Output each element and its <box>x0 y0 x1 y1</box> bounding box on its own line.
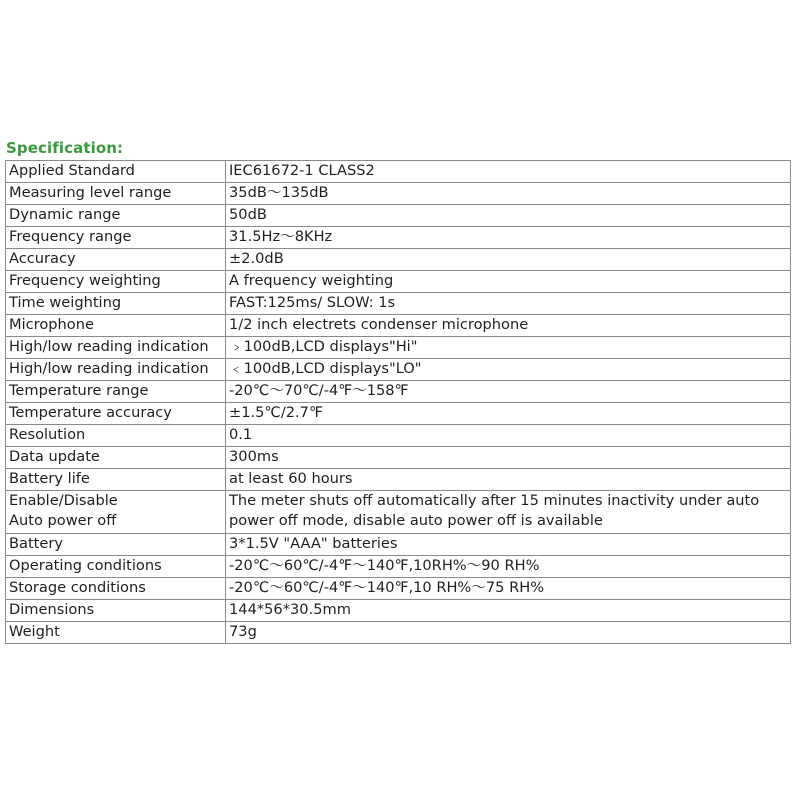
value-cell: 31.5Hz～8KHz <box>226 227 791 249</box>
param-cell: Time weighting <box>6 293 226 315</box>
param-cell: Battery life <box>6 469 226 491</box>
value-cell: ﹤100dB,LCD displays"LO" <box>226 359 791 381</box>
value-cell: 1/2 inch electrets condenser microphone <box>226 315 791 337</box>
value-cell: -20℃～60℃/-4℉～140℉,10RH%～90 RH% <box>226 556 791 578</box>
value-cell: -20℃～60℃/-4℉～140℉,10 RH%～75 RH% <box>226 578 791 600</box>
param-cell: Data update <box>6 447 226 469</box>
value-cell: FAST:125ms/ SLOW: 1s <box>226 293 791 315</box>
param-cell: Operating conditions <box>6 556 226 578</box>
table-row <box>6 447 791 469</box>
table-row <box>6 578 791 600</box>
param-cell: Microphone <box>6 315 226 337</box>
table-row <box>6 183 791 205</box>
param-cell: Storage conditions <box>6 578 226 600</box>
table-row <box>6 469 791 491</box>
table-row <box>6 161 791 183</box>
value-cell: 300ms <box>226 447 791 469</box>
table-row <box>6 534 791 556</box>
value-cell: 0.1 <box>226 425 791 447</box>
param-cell <box>6 491 226 534</box>
table-row <box>6 337 791 359</box>
param-cell: Applied Standard <box>6 161 226 183</box>
specification-table <box>5 160 791 644</box>
param-cell: Resolution <box>6 425 226 447</box>
param-cell: Measuring level range <box>6 183 226 205</box>
value-cell: 144*56*30.5mm <box>226 600 791 622</box>
table-row <box>6 403 791 425</box>
value-cell: 73g <box>226 622 791 644</box>
table-row <box>6 227 791 249</box>
param-cell: Temperature range <box>6 381 226 403</box>
param-cell: High/low reading indication <box>6 337 226 359</box>
value-cell: at least 60 hours <box>226 469 791 491</box>
value-cell: 3*1.5V "AAA" batteries <box>226 534 791 556</box>
table-row <box>6 425 791 447</box>
table-row <box>6 293 791 315</box>
table-row <box>6 205 791 227</box>
table-row <box>6 556 791 578</box>
param-cell: Dynamic range <box>6 205 226 227</box>
value-cell: The meter shuts off automatically after 15 minutes inactivity under auto power off mode, disable auto power off is available <box>226 491 791 534</box>
table-row <box>6 271 791 293</box>
param-cell: Frequency weighting <box>6 271 226 293</box>
table-row <box>6 491 791 534</box>
param-cell: Accuracy <box>6 249 226 271</box>
value-cell: ±1.5℃/2.7℉ <box>226 403 791 425</box>
param-cell: Dimensions <box>6 600 226 622</box>
value-cell: IEC61672-1 CLASS2 <box>226 161 791 183</box>
table-row <box>6 622 791 644</box>
section-heading: Specification: <box>6 139 124 157</box>
table-row <box>6 249 791 271</box>
param-cell: Temperature accuracy <box>6 403 226 425</box>
value-cell: ±2.0dB <box>226 249 791 271</box>
table-row <box>6 600 791 622</box>
value-cell: ﹥100dB,LCD displays"Hi" <box>226 337 791 359</box>
param-cell: Battery <box>6 534 226 556</box>
param-line: Auto power off <box>9 512 117 529</box>
value-cell: -20℃～70℃/-4℉～158℉ <box>226 381 791 403</box>
param-line: Enable/Disable <box>9 492 118 509</box>
value-cell: A frequency weighting <box>226 271 791 293</box>
param-cell: Frequency range <box>6 227 226 249</box>
table-row <box>6 315 791 337</box>
table-row <box>6 381 791 403</box>
param-cell: Weight <box>6 622 226 644</box>
param-cell: High/low reading indication <box>6 359 226 381</box>
value-cell: 50dB <box>226 205 791 227</box>
table-row <box>6 359 791 381</box>
value-cell: 35dB～135dB <box>226 183 791 205</box>
